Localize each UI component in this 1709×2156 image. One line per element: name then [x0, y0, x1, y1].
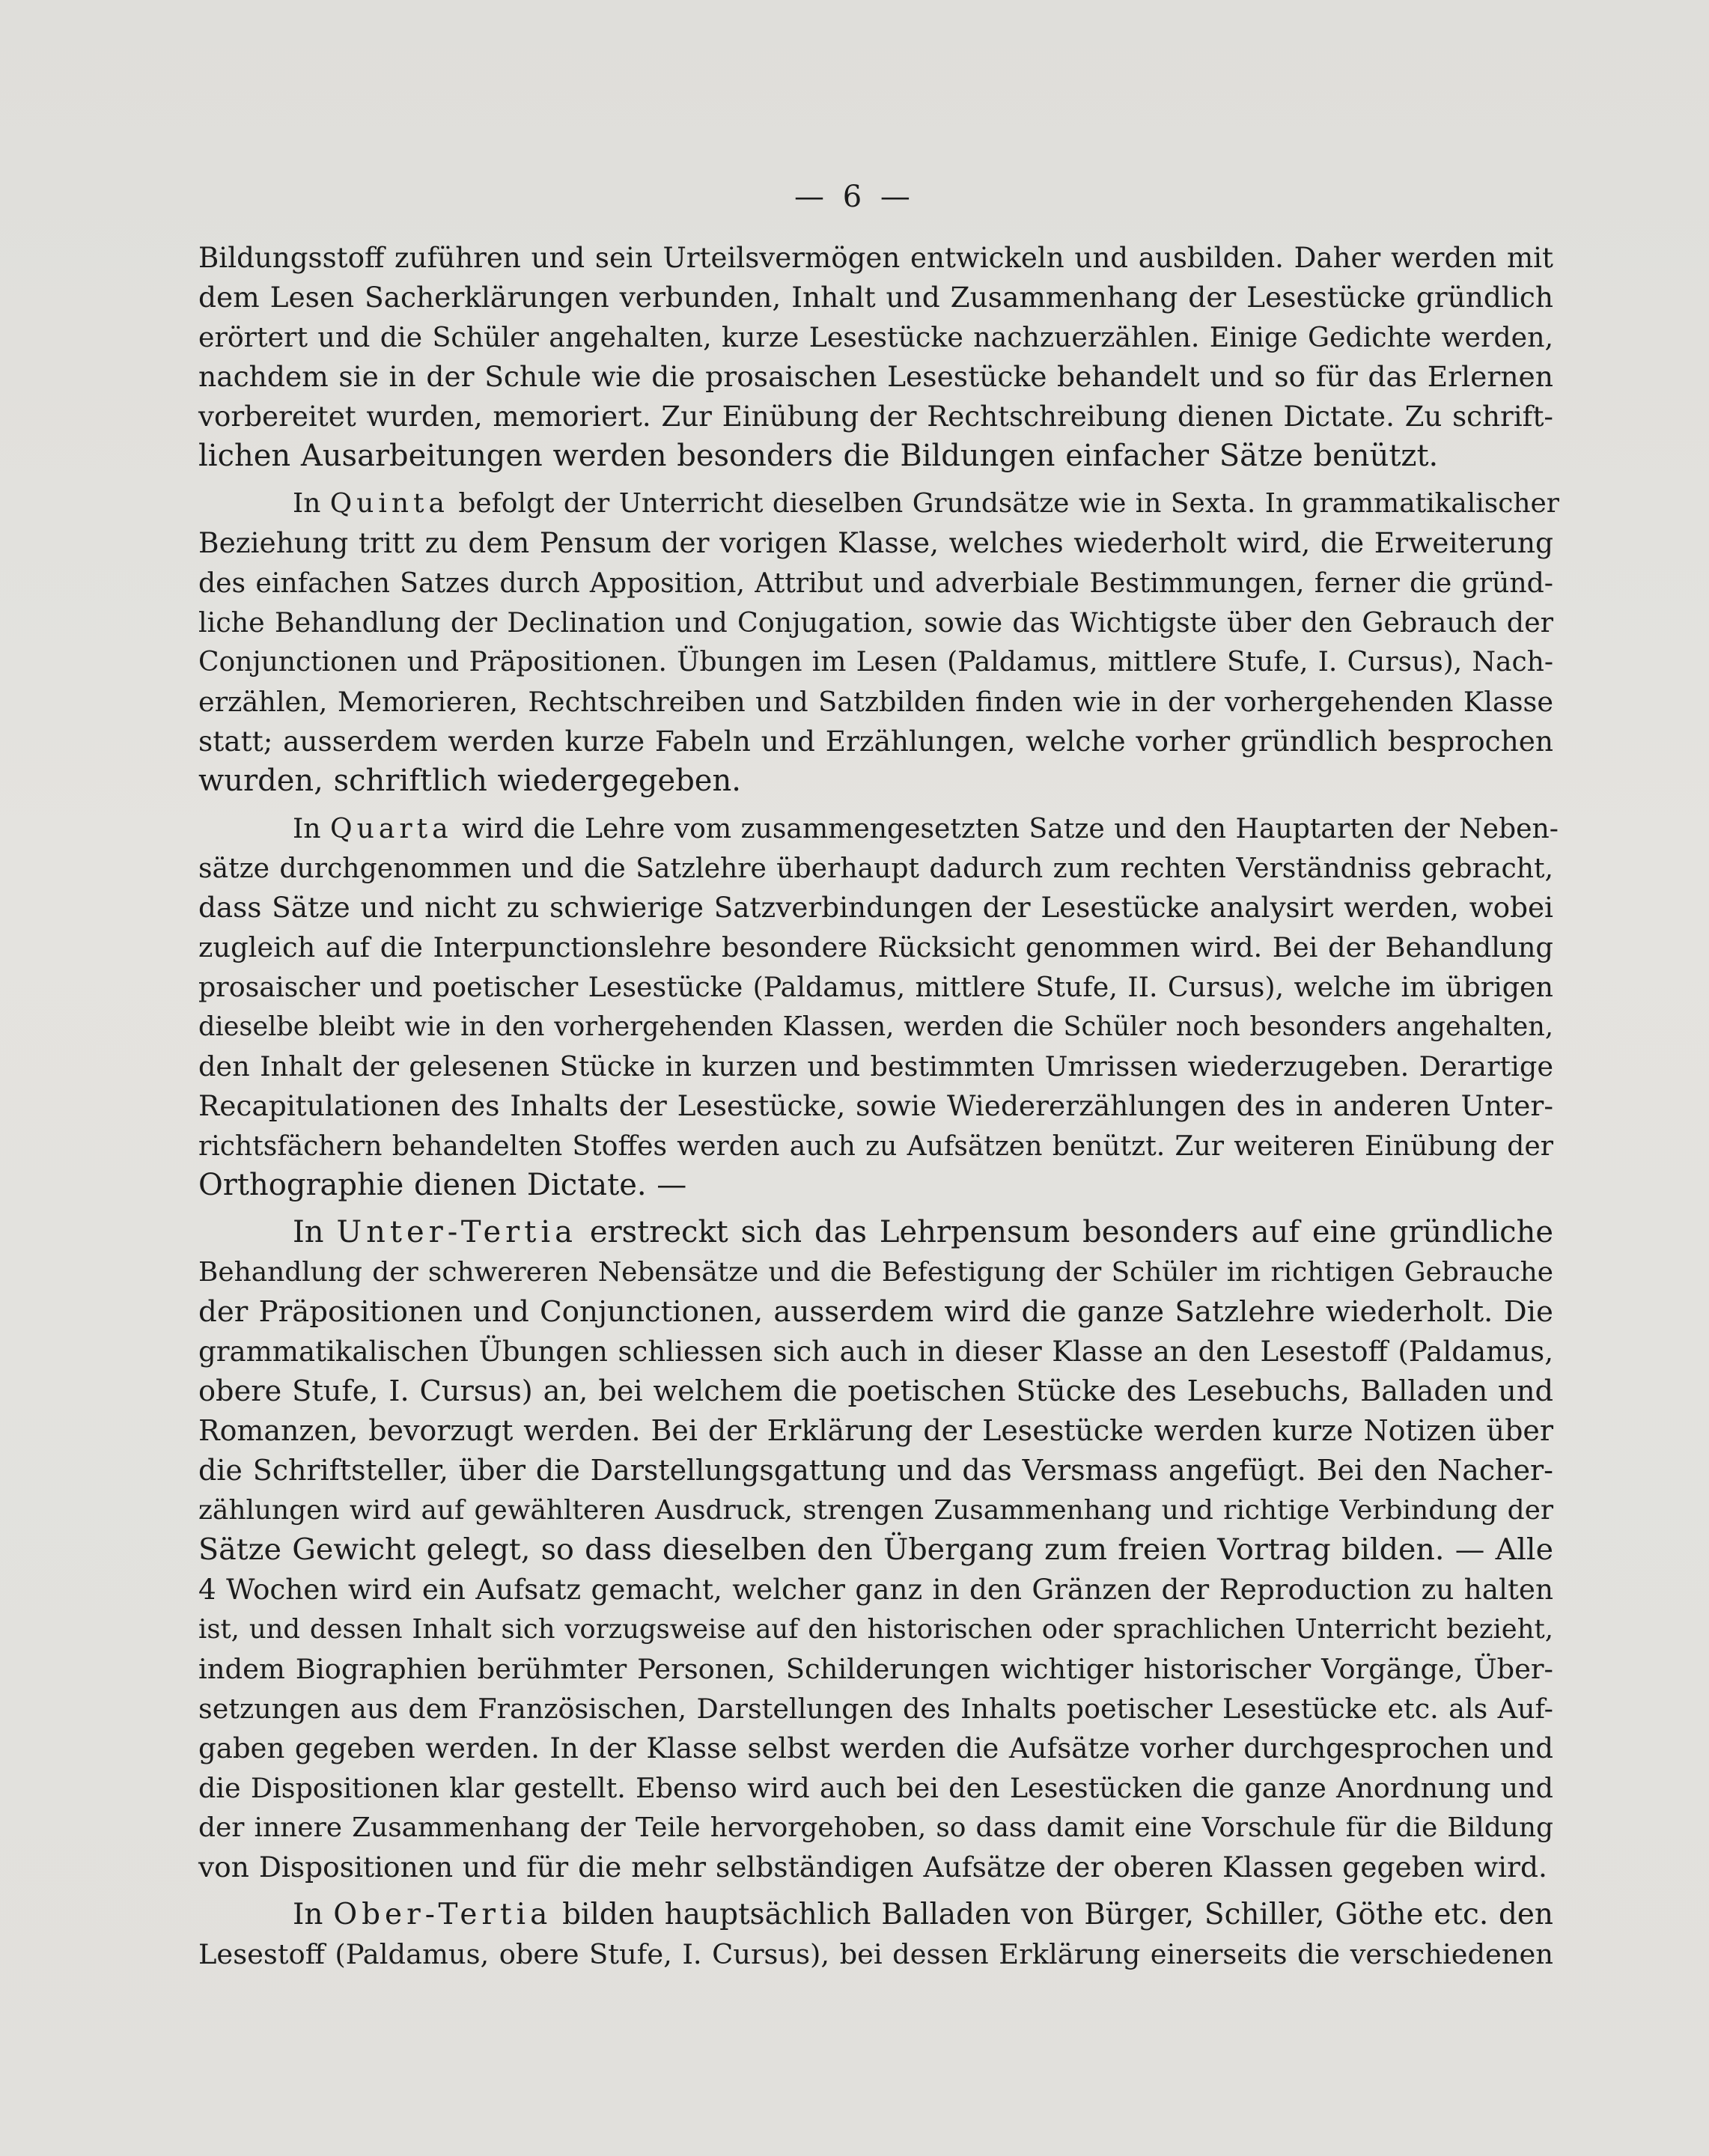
paragraph-unter-tertia: [198, 1213, 1553, 1887]
text-line: den Inhalt der gelesenen Stücke in kurzen und bestimmten Umrissen wiederzugeben. Derartige: [198, 1050, 1553, 1082]
text-line: von Dispositionen und für die mehr selbständigen Aufsätze der oberen Klassen gegeben wird.: [198, 1851, 1547, 1884]
paragraph-lead: In: [293, 488, 330, 519]
text-line: Sätze Gewicht gelegt, so dass dieselben den Übergang zum freien Vortrag bilden. — Alle: [198, 1532, 1553, 1567]
text-line: des einfachen Satzes durch Apposition, Attribut und adverbiale Bestimmungen, ferner die gründ-: [198, 567, 1553, 599]
text-line: Orthographie dienen Dictate. —: [198, 1168, 687, 1202]
text-line: Recapitulationen des Inhalts der Lesestücke, sowie Wiedererzählungen des in anderen Unter-: [198, 1089, 1553, 1122]
text-line: [198, 1895, 1553, 1934]
text-line: Lesestoff (Paldamus, obere Stufe, I. Cursus), bei dessen Erklärung einerseits die verschiedenen: [198, 1938, 1553, 1970]
text-line: wurden, schriftlich wiedergegeben.: [198, 764, 741, 798]
text-line-rest: erstreckt sich das Lehrpensum besonders auf eine gründliche: [576, 1215, 1553, 1249]
paragraph-quinta: [198, 484, 1559, 801]
text-line-rest: wird die Lehre vom zusammengesetzten Satze und den Hauptarten der Neben-: [452, 812, 1559, 844]
text-line: Bildungsstoff zuführen und sein Urteilsvermögen entwickeln und ausbilden. Daher werden mit: [198, 241, 1553, 274]
text-line: ist, und dessen Inhalt sich vorzugsweise auf den historischen oder sprachlichen Unterricht bezieht,: [198, 1614, 1553, 1645]
text-line: liche Behandlung der Declination und Conjugation, sowie das Wichtigste über den Gebrauch der: [198, 606, 1553, 639]
text-line: Conjunctionen und Präpositionen. Übungen im Lesen (Paldamus, mittlere Stufe, I. Cursus), Nach-: [198, 647, 1553, 677]
class-name-quinta: Quinta: [329, 488, 449, 519]
text-line: grammatikalischen Übungen schliessen sich auch in dieser Klasse an den Lesestoff (Paldamus,: [198, 1336, 1553, 1368]
text-line: prosaischer und poetischer Lesestücke (Paldamus, mittlere Stufe, II. Cursus), welche im übrigen: [198, 971, 1553, 1003]
text-line: obere Stufe, I. Cursus) an, bei welchem die poetischen Stücke des Lesebuchs, Balladen und: [198, 1374, 1553, 1408]
text-line-rest: befolgt der Unterricht dieselben Grundsätze wie in Sexta. In grammatikalischer: [448, 488, 1559, 519]
class-name-quarta: Quarta: [330, 812, 453, 844]
paragraph-lead: In: [293, 1215, 337, 1249]
text-line-rest: bilden hauptsächlich Balladen von Bürger, Schiller, Göthe etc. den: [552, 1898, 1553, 1931]
text-line: die Schriftsteller, über die Darstellungsgattung und das Versmass angefügt. Bei den Nacher-: [198, 1454, 1553, 1487]
text-line: 4 Wochen wird ein Aufsatz gemacht, welcher ganz in den Gränzen der Reproduction zu halten: [198, 1573, 1553, 1606]
text-line: [198, 484, 1559, 523]
text-line: erzählen, Memorieren, Rechtschreiben und Satzbilden finden wie in der vorhergehenden Klasse: [198, 686, 1553, 718]
text-line: [198, 1213, 1553, 1252]
text-line: dieselbe bleibt wie in den vorhergehenden Klassen, werden die Schüler noch besonders angehalten,: [198, 1011, 1553, 1042]
text-line: dem Lesen Sacherklärungen verbunden, Inhalt und Zusammenhang der Lesestücke gründlich: [198, 281, 1553, 314]
text-line: gaben gegeben werden. In der Klasse selbst werden die Aufsätze vorher durchgesprochen und: [198, 1732, 1553, 1764]
text-line: sätze durchgenommen und die Satzlehre überhaupt dadurch zum rechten Verständniss gebracht,: [198, 852, 1553, 884]
text-line: statt; ausserdem werden kurze Fabeln und Erzählungen, welche vorher gründlich besprochen: [198, 725, 1553, 758]
text-line: setzungen aus dem Französischen, Darstellungen des Inhalts poetischer Lesestücke etc. als Auf-: [198, 1693, 1553, 1725]
text-line: zählungen wird auf gewählteren Ausdruck, strengen Zusammenhang und richtige Verbindung der: [198, 1495, 1553, 1526]
text-line: zugleich auf die Interpunctionslehre besondere Rücksicht genommen wird. Bei der Behandlung: [198, 931, 1553, 963]
text-line: nachdem sie in der Schule wie die prosaischen Lesestücke behandelt und so für das Erlernen: [198, 360, 1553, 393]
text-line: [198, 808, 1559, 848]
page-number: — 6 —: [794, 180, 915, 214]
text-line: Behandlung der schwereren Nebensätze und die Befestigung der Schüler im richtigen Gebrauche: [198, 1257, 1553, 1288]
text-line: dass Sätze und nicht zu schwierige Satzverbindungen der Lesestücke analysirt werden, wobei: [198, 891, 1553, 924]
text-line: erörtert und die Schüler angehalten, kurze Lesestücke nachzuerzählen. Einige Gedichte werden,: [198, 321, 1553, 353]
text-line: vorbereitet wurden, memoriert. Zur Einübung der Rechtschreibung dienen Dictate. Zu schrift-: [198, 400, 1553, 433]
paragraph-lead: In: [293, 1898, 334, 1931]
text-line: indem Biographien berühmter Personen, Schilderungen wichtiger historischer Vorgänge, Über-: [198, 1653, 1553, 1685]
paragraph-lead: In: [293, 812, 330, 844]
text-line: Romanzen, bevorzugt werden. Bei der Erklärung der Lesestücke werden kurze Notizen über: [198, 1414, 1553, 1447]
text-line: richtsfächern behandelten Stoffes werden auch zu Aufsätzen benützt. Zur weiteren Einübung der: [198, 1130, 1553, 1162]
class-name-unter-tertia: Unter-Tertia: [336, 1215, 577, 1249]
paragraph-quarta: [198, 808, 1559, 1205]
text-line: der Präpositionen und Conjunctionen, ausserdem wird die ganze Satzlehre wiederholt. Die: [198, 1295, 1553, 1329]
class-name-ober-tertia: Ober-Tertia: [333, 1898, 552, 1931]
text-line: der innere Zusammenhang der Teile hervorgehoben, so dass damit eine Vorschule für die Bildung: [198, 1812, 1553, 1843]
text-line: Beziehung tritt zu dem Pensum der vorigen Klasse, welches wiederholt wird, die Erweiterung: [198, 526, 1553, 559]
paragraph-ober-tertia: [198, 1895, 1553, 1974]
paragraph: [198, 238, 1553, 476]
text-line: lichen Ausarbeitungen werden besonders die Bildungen einfacher Sätze benützt.: [198, 439, 1439, 473]
text-line: die Dispositionen klar gestellt. Ebenso wird auch bei den Lesestücken die ganze Anordnung und: [198, 1772, 1553, 1804]
body-text: [198, 238, 1559, 1982]
